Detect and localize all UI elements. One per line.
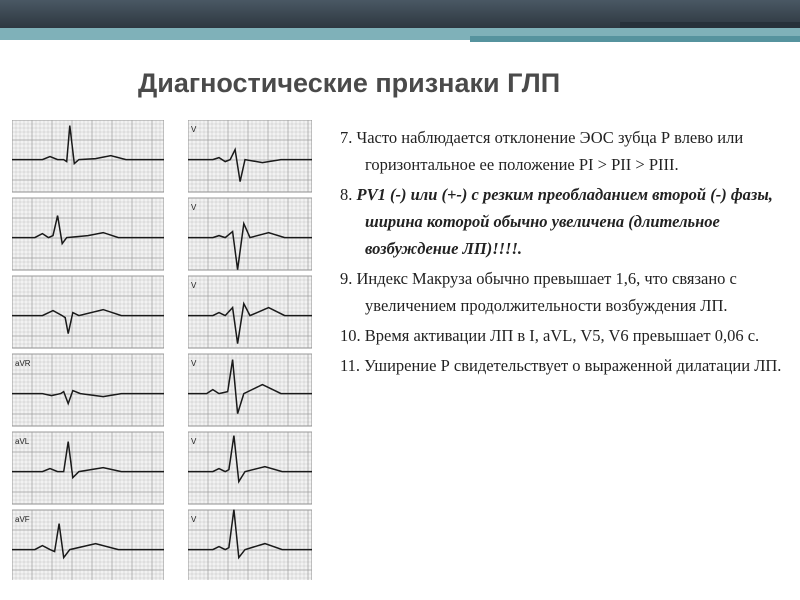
ecg-strip-left-3 bbox=[12, 276, 164, 348]
ecg-strips-chest-leads bbox=[188, 120, 312, 580]
ecg-lead-label: V bbox=[191, 359, 197, 368]
ecg-strip-left-1 bbox=[12, 120, 164, 192]
criterion-number: 10. bbox=[340, 326, 361, 345]
ecg-strip-left-2 bbox=[12, 198, 164, 270]
ecg-lead-label: V bbox=[191, 515, 197, 524]
criterion-item-8 bbox=[340, 181, 786, 262]
criterion-item-9 bbox=[340, 265, 786, 319]
ecg-strip-left-6 bbox=[12, 510, 164, 580]
criterion-number: 11. bbox=[340, 356, 361, 375]
ecg-lead-label: V bbox=[191, 203, 197, 212]
ecg-left-svg bbox=[12, 120, 164, 580]
criterion-number: 7. bbox=[340, 128, 353, 147]
criterion-number: 8. bbox=[340, 185, 353, 204]
criterion-text: Уширение Р свидетельствует о выраженной дилатации ЛП. bbox=[364, 356, 782, 375]
criterion-item-10 bbox=[340, 322, 786, 349]
ecg-strip-left-5 bbox=[12, 432, 164, 504]
ecg-strip-right-4 bbox=[188, 354, 312, 426]
criterion-number: 9. bbox=[340, 269, 353, 288]
criterion-text: PV1 (-) или (+-) с резким преобладанием второй (-) фазы, ширина которой обычно увеличена (длительное возбуждение ЛП)!!!!. bbox=[356, 185, 773, 258]
criterion-item-11 bbox=[340, 352, 786, 379]
ecg-strip-right-6 bbox=[188, 510, 312, 580]
ecg-strip-right-2 bbox=[188, 198, 312, 270]
ecg-lead-label: V bbox=[191, 437, 197, 446]
ecg-lead-label: V bbox=[191, 281, 197, 290]
criterion-text: Часто наблюдается отклонение ЭОС зубца Р влево или горизонтальное ее положение PI > PII > PIII. bbox=[356, 128, 744, 174]
ecg-strip-background bbox=[188, 510, 312, 580]
ecg-lead-label: aVL bbox=[15, 437, 30, 446]
slide-title: Диагностические признаки ГЛП bbox=[138, 68, 561, 98]
ecg-lead-label: V bbox=[191, 125, 197, 134]
ecg-strip-left-4 bbox=[12, 354, 164, 426]
ecg-strip-right-3 bbox=[188, 276, 312, 348]
ecg-right-svg bbox=[188, 120, 312, 580]
criteria-list bbox=[340, 124, 786, 382]
ecg-strip-right-1 bbox=[188, 120, 312, 192]
criterion-item-7 bbox=[340, 124, 786, 178]
criterion-text: Индекс Макруза обычно превышает 1,6, что связано с увеличением продолжительности возбуждения ЛП. bbox=[356, 269, 737, 315]
ecg-lead-label: aVF bbox=[15, 515, 30, 524]
criterion-text: Время активации ЛП в I, aVL, V5, V6 превышает 0,06 с. bbox=[364, 326, 760, 345]
ecg-strip-right-5 bbox=[188, 432, 312, 504]
ecg-lead-label: aVR bbox=[15, 359, 31, 368]
ecg-strips-limb-leads bbox=[12, 120, 164, 580]
header-teal-accent bbox=[470, 36, 800, 42]
